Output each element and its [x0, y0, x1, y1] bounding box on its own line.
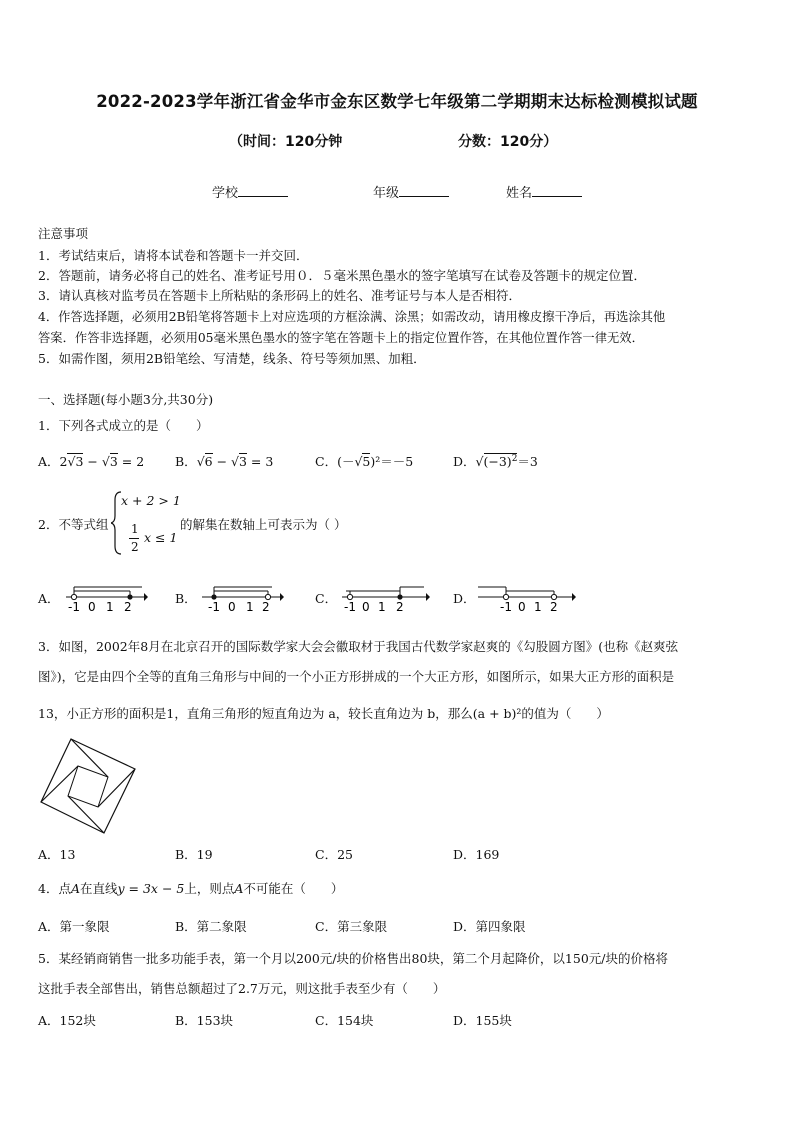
- q3-line1: 3．如图，2002年8月在北京召开的国际数学家大会会徽取材于我国古代数学家赵爽的《勾股圆方图》(也称《赵爽弦: [38, 639, 679, 654]
- note-item: 答案．作答非选择题，必须用05毫米黑色墨水的签字笔在答题卡上的指定位置作答，在其他位置作答一律无效．: [38, 331, 644, 345]
- q4-option-d: D．第四象限: [453, 919, 526, 934]
- q2-line1: x + 2 > 1: [121, 493, 181, 508]
- q2-frac-num: 1: [131, 522, 139, 536]
- school-label: 学校: [212, 186, 239, 201]
- q5-line2: 这批手表全部售出，销售总额超过了2.7万元，则这批手表至少有（ ）: [38, 981, 446, 996]
- tick-label: 2: [396, 600, 404, 614]
- zhao-shuang-diagram: [40, 738, 136, 834]
- q5-line1: 5．某经销商销售一批多功能手表，第一个月以200元/块的价格售出80块，第二个月起降价，以150元/块的价格将: [38, 951, 669, 966]
- q4-option-a: A．第一象限: [38, 919, 110, 934]
- tick-label: -1: [344, 600, 356, 614]
- score-label: 分数：120分）: [458, 134, 558, 150]
- q2-option-d-numberline: [476, 580, 576, 616]
- q3-option-c: C．25: [315, 847, 353, 862]
- q2-option-b-numberline: [200, 580, 284, 616]
- q2-suffix: 的解集在数轴上可表示为（ ）: [180, 517, 347, 532]
- q1-option-d: D．$√(-3)^2=3$: [453, 453, 538, 469]
- note-item: 2．答题前，请务必将自己的姓名、准考证号用０．５毫米黑色墨水的签字笔填写在试卷及答题卡的规定位置．: [38, 268, 646, 283]
- q4-stem: 4．点A在直线y = 3x − 5上，则点A不可能在（ ）: [38, 881, 344, 896]
- page-title: 2022-2023学年浙江省金华市金东区数学七年级第二学期期末达标检测模拟试题: [96, 92, 698, 111]
- time-label: （时间：120分钟: [229, 134, 343, 150]
- tick-label: 0: [228, 600, 236, 614]
- q5-option-c: C．154块: [315, 1013, 374, 1028]
- q5-option-a: A．152块: [38, 1013, 96, 1028]
- note-item: 3．请认真核对监考员在答题卡上所粘贴的条形码上的姓名、准考证号与本人是否相符．: [38, 288, 521, 303]
- q2-option-c-numberline: [340, 580, 430, 616]
- q5-option-d: D．155块: [453, 1013, 512, 1028]
- q3-option-d: D．169: [453, 847, 500, 862]
- q4-option-c: C．第三象限: [315, 919, 388, 934]
- school-field[interactable]: [212, 182, 288, 201]
- q2-frac-bar: [129, 538, 139, 539]
- q4-option-b: B．第二象限: [175, 919, 247, 934]
- q1-option-a: A．2√3 − √3 = 2: [38, 454, 145, 469]
- tick-label: 2: [550, 600, 558, 614]
- note-item: 5．如需作图，须用2B铅笔绘、写清楚，线条、符号等须加黑、加粗．: [38, 351, 426, 366]
- grade-field[interactable]: [373, 182, 449, 201]
- q3-option-b: B．19: [175, 847, 213, 862]
- tick-label: -1: [500, 600, 512, 614]
- tick-label: 0: [88, 600, 96, 614]
- q2-prefix: 2．不等式组: [38, 517, 109, 532]
- tick-label: 0: [362, 600, 370, 614]
- note-item: 4．作答选择题，必须用2B铅笔将答题卡上对应选项的方框涂满、涂黑；如需改动，请用橡皮擦干净后，再选涂其他: [38, 310, 666, 324]
- q2-line2: x ≤ 1: [144, 530, 178, 545]
- tick-label: 0: [518, 600, 526, 614]
- grade-label: 年级: [373, 186, 400, 201]
- q2-frac-den: 2: [131, 540, 139, 554]
- note-item: 1．考试结束后，请将本试卷和答题卡一并交回．: [38, 248, 309, 263]
- tick-label: 1: [534, 600, 542, 614]
- q2-option-b-label: B．: [175, 591, 197, 606]
- tick-label: 1: [246, 600, 254, 614]
- tick-label: 1: [378, 600, 386, 614]
- q2-option-d-label: D．: [453, 591, 476, 606]
- q3-option-a: A．13: [38, 847, 76, 862]
- name-field[interactable]: [506, 182, 582, 201]
- q5-option-b: B．153块: [175, 1013, 234, 1028]
- q1-option-c: C．(－√5)²＝－5: [315, 454, 414, 469]
- q2-option-c-label: C．: [315, 591, 338, 606]
- q1-option-b: B．√6 − √3 = 3: [175, 454, 274, 469]
- q1-stem: 1．下列各式成立的是（ ）: [38, 418, 209, 433]
- q3-line3: 13，小正方形的面积是1，直角三角形的短直角边为 a，较长直角边为 b，那么(a + b)²的值为（ ）: [38, 706, 609, 721]
- tick-label: 2: [124, 600, 132, 614]
- notes-heading: 注意事项: [38, 226, 89, 241]
- name-label: 姓名: [506, 186, 533, 201]
- tick-label: -1: [68, 600, 80, 614]
- section-heading: 一、选择题(每小题3分,共30分): [38, 392, 214, 407]
- q3-line2: 图》)，它是由四个全等的直角三角形与中间的一个小正方形拼成的一个大正方形，如图所示，如果大正方形的面积是: [38, 669, 675, 684]
- tick-label: 1: [106, 600, 114, 614]
- tick-label: -1: [208, 600, 220, 614]
- tick-label: 2: [262, 600, 270, 614]
- q2-option-a-label: A．: [38, 591, 60, 606]
- q2-option-a-numberline: [64, 580, 148, 616]
